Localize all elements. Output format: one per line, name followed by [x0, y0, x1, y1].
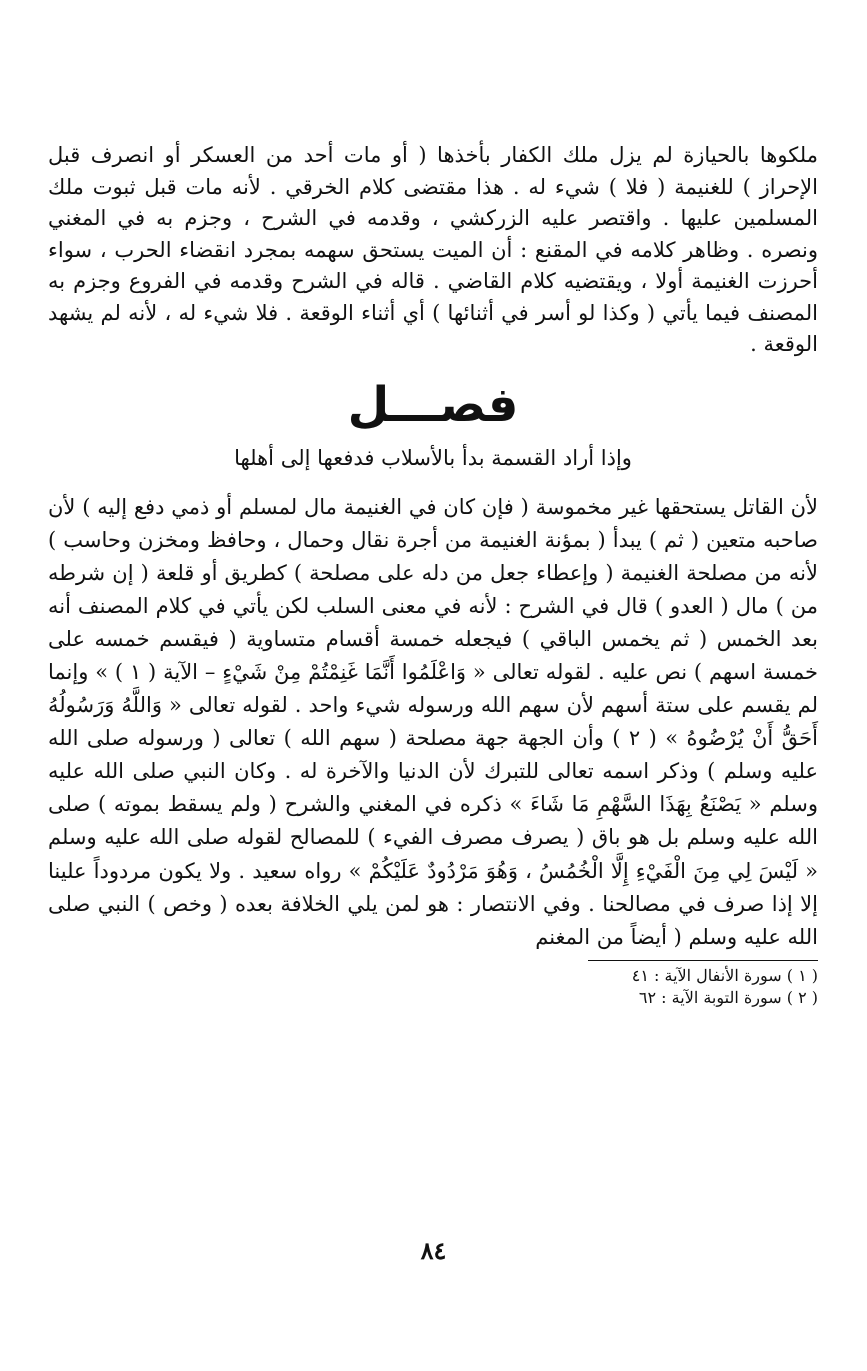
- page-body: [48, 140, 818, 1009]
- page-number: ٨٤: [420, 1236, 447, 1265]
- paragraph-2: لأن القاتل يستحقها غير مخموسة ( فإن كان في الغنيمة مال لمسلم أو ذمي دفع إليه ) لأن صاحبه متعين ( ثم ) يبدأ ( بمؤنة الغنيمة من أجرة نقال وحمال ، وحافظ ومخزن وحاسب ) لأنه من مصلحة الغنيمة ( وإعطاء جعل من دله على مصلحة ) كطريق أو قلعة ( إن شرطه من ) مال ( العدو ) قال في الشرح : لأنه في معنى السلب لكن يأتي في كلام المصنف أنه بعد الخمس ( ثم يخمس الباقي ) فيجعله خمسة أقسام متساوية ( فيقسم خمسه على خمسة اسهم ) نص عليه . لقوله تعالى « وَاعْلَمُوا أَنَّمَا غَنِمْتُمْ مِنْ شَيْءٍ – الآية ( ١ ) » وإنما لم يقسم على ستة أسهم لأن سهم الله ورسوله شيء واحد . لقوله تعالى « وَاللَّهُ وَرَسُولُهُ أَحَقُّ أَنْ يُرْضُوهُ » ( ٢ ) وأن الجهة جهة مصلحة ( سهم الله ) تعالى ( ورسوله صلى الله عليه وسلم ) وذكر اسمه تعالى للتبرك لأن الدنيا والآخرة له . وكان النبي صلى الله عليه وسلم « يَصْنَعُ بِهَذَا السَّهْمِ مَا شَاءَ » ذكره في المغني والشرح ( ولم يسقط بموته ) صلى الله عليه وسلم بل هو باق ( يصرف مصرف الفيء ) للمصالح لقوله صلى الله عليه وسلم « لَيْسَ لِي مِنَ الْفَيْءِ إِلَّا الْخُمُسُ ، وَهُوَ مَرْدُودٌ عَلَيْكُمْ » رواه سعيد . ولا يكون مردوداً علينا إلا إذا صرف في مصالحنا . وفي الانتصار : هو لمن يلي الخلافة بعده ( وخص ) النبي صلى الله عليه وسلم ( أيضاً من المغنم: [48, 494, 818, 949]
- footnote-1: ( ١ ) سورة الأنفال الآية : ٤١: [631, 965, 818, 985]
- section-title: فصـــل: [347, 376, 519, 433]
- section-subtitle: وإذا أراد القسمة بدأ بالأسلاب فدفعها إلى أهلها: [234, 445, 632, 470]
- footnote-2: ( ٢ ) سورة التوبة الآية : ٦٢: [638, 987, 818, 1007]
- footnotes: [48, 965, 818, 1009]
- footnote-divider: [588, 960, 818, 961]
- paragraph-1: ملكوها بالحيازة لم يزل ملك الكفار بأخذها ( أو مات أحد من العسكر أو انصرف قبل الإحراز ) للغنيمة ( فلا ) شيء له . هذا مقتضى كلام الخرقي . لأنه مات قبل ثبوت ملك المسلمين عليها . واقتصر عليه الزركشي ، وقدمه في الشرح ، وجزم به في المغني ونصره . وظاهر كلامه في المقنع : أن الميت يستحق سهمه بمجرد انقضاء الحرب ، سواء أحرزت الغنيمة أولا ، ويقتضيه كلام القاضي . قاله في الشرح وقدمه في الفروع وجزم به المصنف فيما يأتي ( وكذا لو أسر في أثنائها ) أي أثناء الوقعة . فلا شيء له ، لأنه لم يشهد الوقعة .: [48, 143, 818, 356]
